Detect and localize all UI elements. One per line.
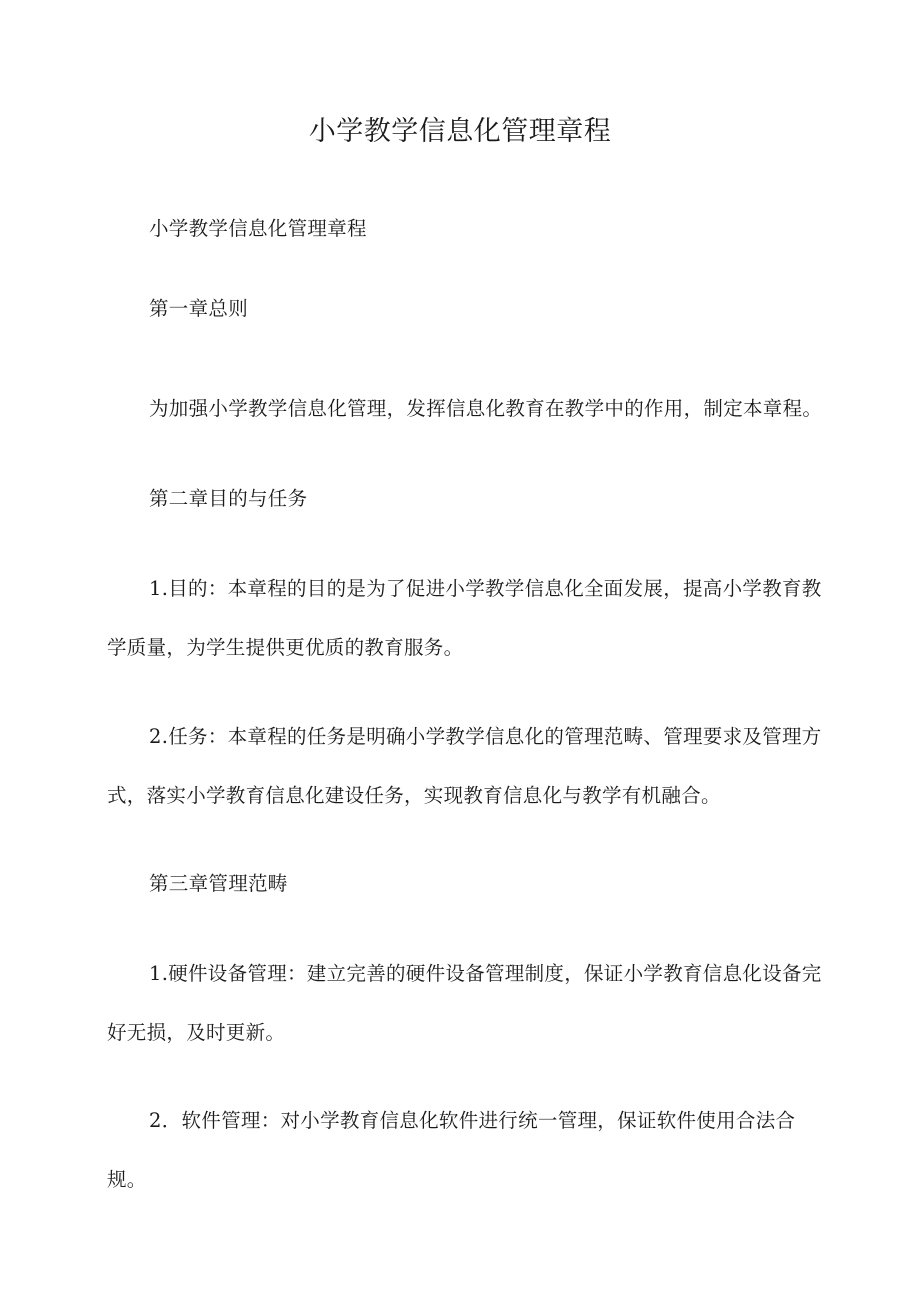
chapter-heading: 第二章目的与任务 xyxy=(149,487,308,510)
document-subtitle: 小学教学信息化管理章程 xyxy=(149,217,367,240)
body-paragraph: 2．软件管理：对小学教育信息化软件进行统一管理，保证软件使用合法合规。 xyxy=(107,1109,796,1191)
body-paragraph: 2.任务：本章程的任务是明确小学教学信息化的管理范畴、管理要求及管理方式，落实小学教育信息化建设任务，实现教育信息化与教学有机融合。 xyxy=(107,725,822,807)
body-paragraph: 为加强小学教学信息化管理，发挥信息化教育在教学中的作用，制定本章程。 xyxy=(149,397,823,420)
chapter-heading: 第一章总则 xyxy=(149,297,249,320)
chapter-heading: 第三章管理范畴 xyxy=(149,872,288,895)
body-paragraph: 1.硬件设备管理：建立完善的硬件设备管理制度，保证小学教育信息化设备完好无损，及时更新。 xyxy=(107,962,822,1044)
document-title: 小学教学信息化管理章程 xyxy=(308,116,612,147)
body-paragraph: 1.目的：本章程的目的是为了促进小学教学信息化全面发展，提高小学教育教学质量，为学生提供更优质的教育服务。 xyxy=(107,577,822,659)
